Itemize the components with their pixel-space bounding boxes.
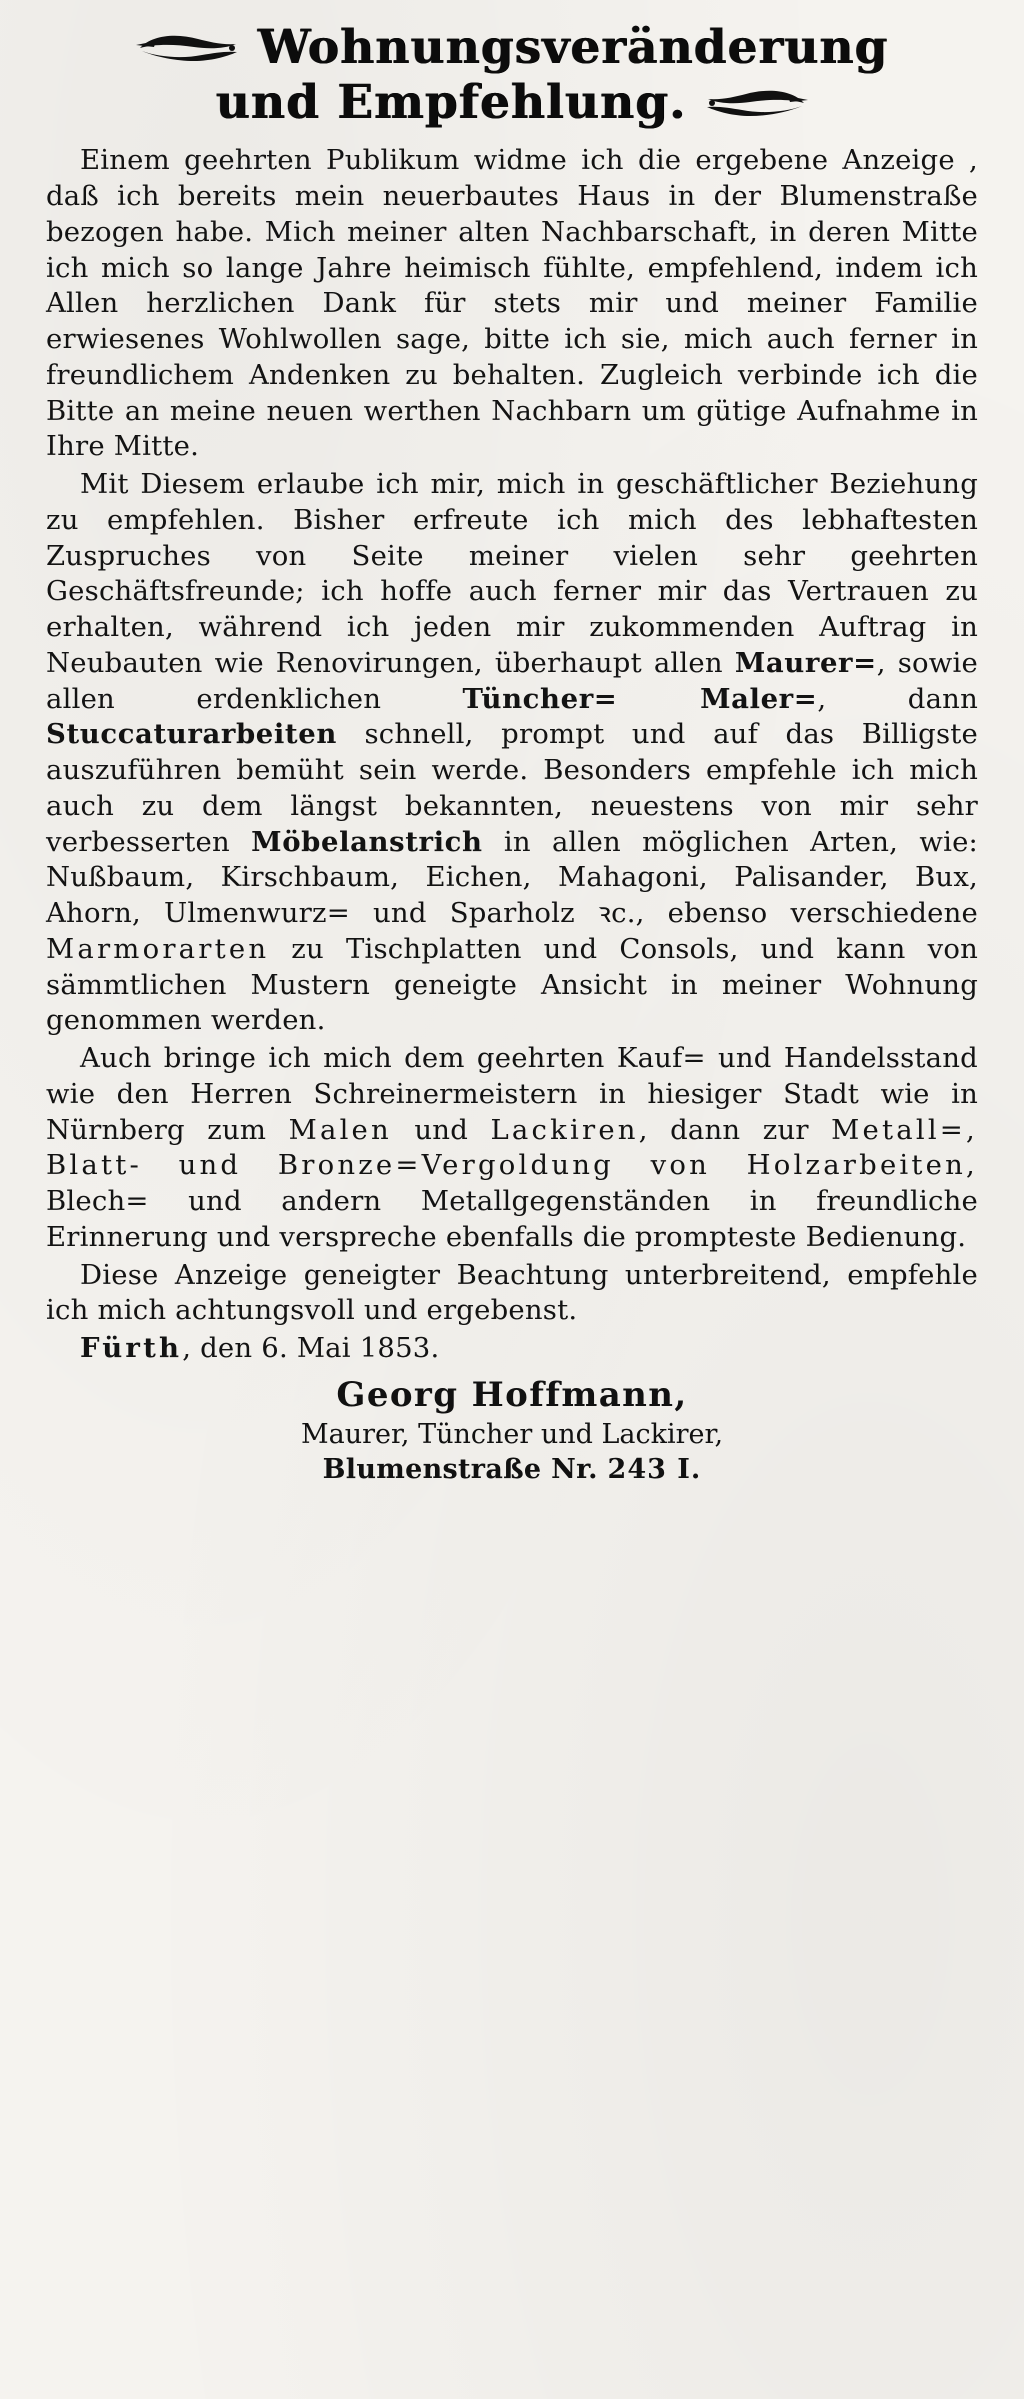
- signature-address: [46, 1453, 978, 1487]
- signature-block: [46, 1375, 978, 1487]
- paragraph-2-text-e: , dann: [817, 682, 978, 715]
- term-metall-blatt-bronze-vergoldung: Metall=, Blatt- und Bronze=Vergoldung von Holzarbeiten,: [46, 1113, 978, 1182]
- paragraph-3-text-g: Blech= und andern Metallgegenständen in freundliche Erinnerung und verspreche ebenfalls die prompteste Bedienung.: [46, 1185, 978, 1253]
- place-name: Fürth: [80, 1332, 183, 1364]
- headline-line-2: [46, 74, 978, 130]
- paragraph-2-text-g: schnell, prompt und auf das Billigste auszuführen bemüht sein werde. Besonders empfehle ich mich auch zu dem längst bekannten, neuestens von mir sehr verbesserten: [46, 718, 978, 858]
- headline: [46, 22, 978, 129]
- flourish-ornament-icon: [704, 86, 808, 120]
- term-malen: Malen: [288, 1113, 392, 1146]
- advertisement-body: [46, 143, 978, 1367]
- paragraph-4: [46, 1258, 978, 1330]
- paragraph-3-text-c: und: [391, 1113, 491, 1146]
- flourish-ornament-icon: [136, 31, 240, 65]
- trade-tuencher-maler: Tüncher= Maler=: [462, 682, 818, 715]
- trade-moebelanstrich: Möbelanstrich: [251, 825, 483, 858]
- signature-trade: Maurer, Tüncher und Lackirer,: [300, 1418, 724, 1450]
- headline-title-line-1: Wohnungsveränderung: [257, 20, 889, 75]
- place-and-date-line: [46, 1331, 978, 1367]
- paragraph-3-text-a: Auch bringe ich mich dem geehrten Kauf= und Handelsstand wie den Herren Schreinermeistern in hiesiger Stadt wie in Nürnberg zum: [46, 1042, 978, 1146]
- term-marmorarten: Marmorarten: [46, 932, 270, 965]
- paragraph-4-text: Diese Anzeige geneigter Beachtung unterbreitend, empfehle ich mich achtungsvoll und ergebenst.: [46, 1258, 978, 1327]
- paragraph-2-text-a: Mit Diesem erlaube ich mir, mich in geschäftlicher Beziehung zu empfehlen. Bisher erfreute ich mich des lebhaftesten Zuspruches von Seite meiner vielen sehr geehrten Geschäftsfreunde; ich hoffe auch ferner mir das Vertrauen zu erhalten, während ich jeden mir zukommenden Auftrag in Neubauten wie Renovirungen, überhaupt allen: [46, 468, 978, 679]
- paragraph-1: [46, 143, 978, 465]
- trade-stuccaturarbeiten: Stuccaturarbeiten: [46, 718, 337, 751]
- paragraph-2-text-k: zu Tischplatten und Consols, und kann von sämmtlichen Mustern geneigte Ansicht in meiner Wohnung genommen werden.: [46, 932, 978, 1037]
- paragraph-2: [46, 467, 978, 1039]
- signature-name: Georg Hoffmann,: [336, 1374, 688, 1415]
- date-text: , den 6. Mai 1853.: [182, 1332, 440, 1364]
- trade-maurer: Maurer=: [734, 646, 877, 679]
- paragraph-1-text: Einem geehrten Publikum widme ich die ergebene Anzeige , daß ich bereits mein neuerbautes Haus in der Blumenstraße bezogen habe. Mich meiner alten Nachbarschaft, in deren Mitte ich mich so lange Jahre heimisch fühlte, empfehlend, indem ich Allen herzlichen Dank für stets mir und meiner Familie erwiesenes Wohlwollen sage, bitte ich sie, mich auch ferner in freundlichem Andenken zu behalten. Zugleich verbinde ich die Bitte an meine neuen werthen Nachbarn um gütige Aufnahme in Ihre Mitte.: [46, 144, 978, 463]
- signature-house-number: 243 I.: [607, 1454, 702, 1486]
- paragraph-3-text-e: , dann zur: [638, 1113, 832, 1146]
- term-lackiren: Lackiren: [490, 1113, 639, 1146]
- paragraph-2-text-i: in allen möglichen Arten, wie: Nußbaum, Kirschbaum, Eichen, Mahagoni, Palisander, Bux, Ahorn, Ulmenwurz= und Sparholz ꝛc., ebenso verschiedene: [46, 825, 979, 929]
- headline-line-1: [46, 22, 978, 75]
- paragraph-3: [46, 1041, 978, 1256]
- paragraph-2-text-c: , sowie allen erdenklichen: [46, 646, 978, 715]
- signature-street: Blumenstraße Nr.: [322, 1454, 608, 1486]
- headline-title-line-2: und Empfehlung.: [215, 74, 687, 130]
